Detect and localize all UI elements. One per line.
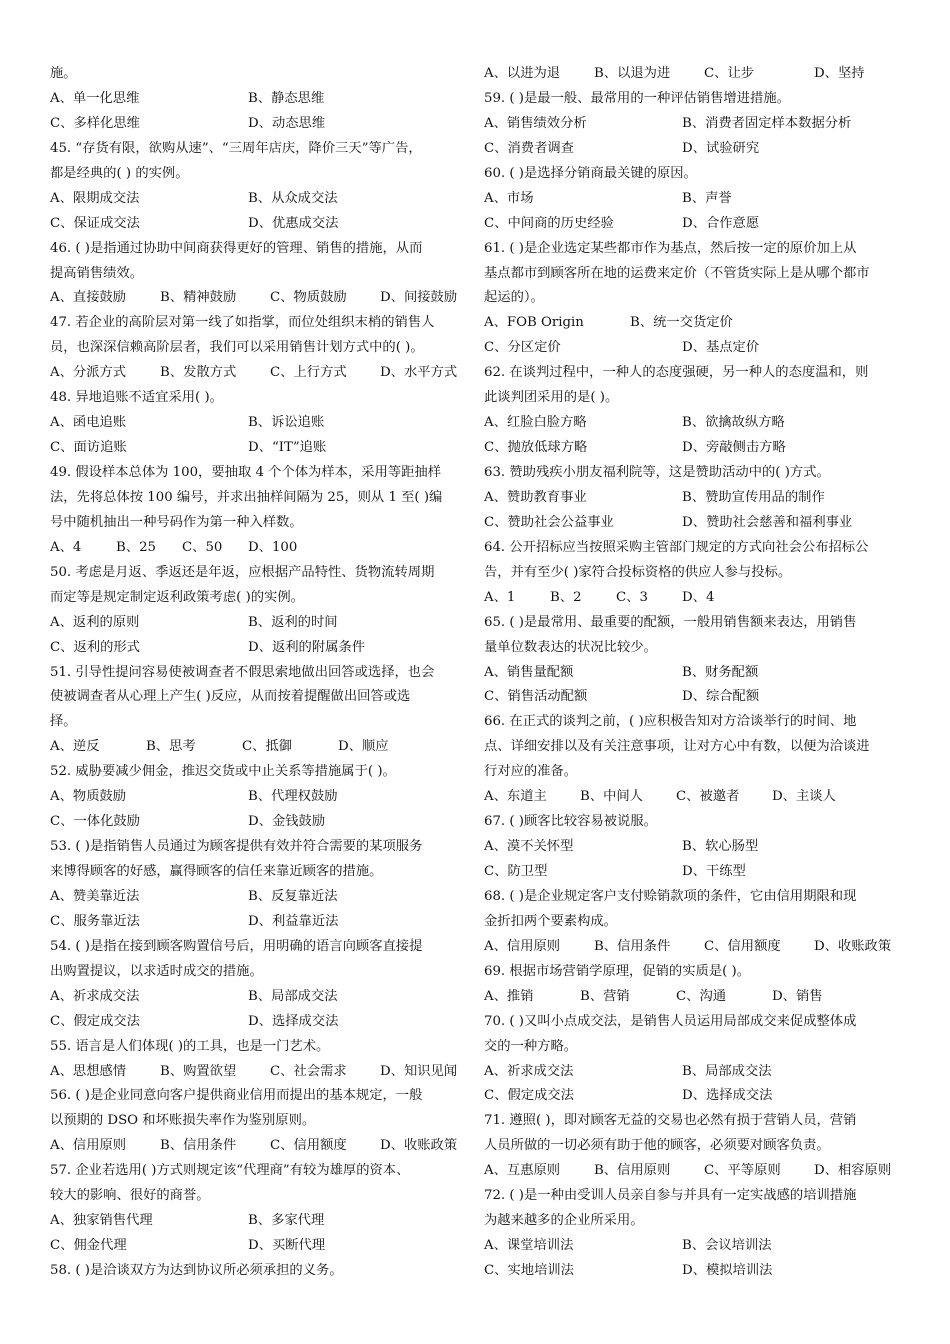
- answer-options-row: [50, 87, 468, 112]
- answer-option: B、思考: [146, 739, 196, 755]
- answer-option: C、社会需求: [270, 1063, 347, 1079]
- question-text-line: 为越来越多的企业所采用。: [484, 1213, 644, 1229]
- question-text-line: 较大的影响、很好的商誉。: [50, 1188, 210, 1204]
- answer-option: C、假定成交法: [484, 1088, 574, 1104]
- answer-option: B、发散方式: [160, 365, 237, 381]
- answer-option: D、收账政策: [814, 938, 892, 954]
- answer-option: D、100: [248, 539, 298, 555]
- question-text-line: 员，也深深信赖高阶层者，我们可以采用销售计划方式中的( )。: [50, 340, 424, 356]
- answer-options-row: [50, 785, 468, 810]
- question-text-line: 52. 威胁要减少佣金，推迟交货或中止关系等措施属于( )。: [50, 764, 396, 780]
- answer-options-row: [484, 985, 902, 1010]
- answer-option: B、局部成交法: [682, 1063, 772, 1079]
- answer-option: C、防卫型: [484, 864, 548, 879]
- answer-option: A、红脸白脸方略: [484, 415, 587, 431]
- answer-option: B、中间人: [580, 789, 643, 805]
- answer-option: D、收账政策: [380, 1138, 458, 1154]
- answer-option: C、佣金代理: [50, 1238, 127, 1254]
- answer-option: A、推销: [484, 988, 534, 1004]
- answer-options-row: [50, 436, 468, 461]
- answer-option: D、金钱鼓励: [248, 814, 326, 830]
- question-text-line: 交的一种方略。: [484, 1038, 578, 1054]
- answer-options-row: [50, 411, 468, 436]
- answer-option: D、顺应: [338, 739, 389, 755]
- answer-option: D、综合配额: [682, 689, 760, 705]
- answer-option: C、3: [616, 589, 648, 605]
- answer-option: D、间接鼓励: [380, 290, 458, 306]
- question-text-line: 法，先将总体按 100 编号，并求出抽样间隔为 25，则从 1 至( )编: [50, 489, 443, 505]
- question-text-line: 来博得顾客的好感，赢得顾客的信任来靠近顾客的措施。: [50, 864, 383, 879]
- answer-option: C、抛放低球方略: [484, 440, 588, 456]
- answer-option: B、精神鼓励: [160, 290, 237, 306]
- answer-options-row: [50, 1060, 468, 1085]
- answer-options-row: [484, 685, 902, 710]
- answer-option: C、被邀者: [676, 789, 740, 805]
- question-text-line: 此谈判团采用的是( )。: [484, 390, 619, 406]
- question-text-line: 69. 根据市场营销学原理，促销的实质是( )。: [484, 963, 751, 979]
- answer-option: A、市场: [484, 190, 534, 206]
- answer-options-row: [50, 636, 468, 661]
- answer-option: B、25: [116, 539, 156, 555]
- answer-option: D、选择成交法: [682, 1088, 773, 1104]
- answer-option: B、消费者固定样本数据分析: [682, 115, 852, 131]
- answer-option: D、返利的附属条件: [248, 639, 366, 655]
- answer-options-row: [484, 1159, 902, 1184]
- question-text-line: 64. 公开招标应当按照采购主管部门规定的方式向社会公布招标公: [484, 539, 869, 555]
- answer-option: D、4: [682, 589, 715, 605]
- answer-option: D、旁敲侧击方略: [682, 440, 786, 456]
- answer-option: A、直接鼓励: [50, 290, 127, 306]
- answer-option: C、50: [182, 539, 223, 555]
- question-text-line: 67. ( )顾客比较容易被说服。: [484, 814, 657, 830]
- answer-option: B、信用条件: [160, 1138, 237, 1154]
- question-text-line: 63. 赞助残疾小朋友福利院等，这是赞助活动中的( )方式。: [484, 465, 830, 480]
- answer-option: B、从众成交法: [248, 190, 338, 206]
- question-text-line: 66. 在正式的谈判之前，( )应积极告知对方洽谈举行的时间、地: [484, 714, 857, 730]
- answer-options-row: [50, 810, 468, 835]
- answer-options-row: [484, 436, 902, 461]
- answer-options-row: [484, 1259, 902, 1284]
- answer-option: C、抵御: [242, 739, 293, 755]
- answer-option: C、多样化思维: [50, 115, 140, 131]
- question-text-line: 49. 假设样本总体为 100，要抽取 4 个个体为样本，采用等距抽样: [50, 465, 442, 480]
- question-text-line: 金折扣两个要素构成。: [484, 913, 617, 929]
- answer-option: B、诉讼追账: [248, 415, 325, 431]
- answer-option: A、4: [50, 539, 82, 555]
- answer-option: D、坚持: [814, 66, 865, 81]
- question-text-line: 45. “存货有限，欲购从速”、“三周年店庆，降价三天”等广告，: [50, 140, 422, 156]
- answer-option: C、消费者调查: [484, 140, 574, 156]
- answer-option: C、服务靠近法: [50, 913, 140, 929]
- answer-option: A、限期成交法: [50, 190, 140, 206]
- answer-options-row: [484, 311, 902, 336]
- answer-options-row: [484, 486, 902, 511]
- answer-option: B、2: [550, 589, 582, 605]
- question-text-line: 48. 异地追账不适宜采用( )。: [50, 390, 223, 406]
- answer-option: C、销售活动配额: [484, 689, 588, 705]
- question-text-line: 都是经典的( ) 的实例。: [50, 165, 189, 181]
- right-column: [484, 62, 902, 1284]
- answer-option: A、逆反: [50, 739, 100, 755]
- answer-option: D、“IT”追账: [248, 440, 327, 456]
- answer-option: B、软心肠型: [682, 839, 759, 855]
- question-text-line: 施。: [50, 66, 77, 81]
- answer-options-row: [50, 112, 468, 137]
- answer-option: C、平等原则: [704, 1163, 781, 1179]
- answer-option: D、动态思维: [248, 115, 326, 131]
- answer-option: A、祈求成交法: [484, 1063, 574, 1079]
- answer-options-row: [50, 885, 468, 910]
- answer-options-row: [50, 536, 468, 561]
- answer-option: A、信用原则: [484, 938, 561, 954]
- question-text-line: 量单位数表达的状况比较少。: [484, 639, 657, 655]
- answer-options-row: [484, 137, 902, 162]
- answer-option: D、干练型: [682, 864, 746, 879]
- question-text-line: 53. ( )是指销售人员通过为顾客提供有效并符合需要的某项服务: [50, 839, 423, 855]
- answer-option: A、以进为退: [484, 66, 561, 81]
- answer-option: A、独家销售代理: [50, 1213, 153, 1229]
- answer-option: C、一体化鼓励: [50, 814, 140, 830]
- answer-option: A、赞美靠近法: [50, 888, 140, 904]
- answer-option: A、FOB Origin: [484, 315, 584, 331]
- question-text-line: 47. 若企业的高阶层对第一线了如指掌，而位处组织末梢的销售人: [50, 315, 435, 331]
- answer-options-row: [484, 336, 902, 361]
- answer-option: B、信用原则: [594, 1163, 671, 1179]
- answer-option: B、多家代理: [248, 1213, 325, 1229]
- answer-options-row: [484, 511, 902, 536]
- answer-option: D、模拟培训法: [682, 1263, 773, 1278]
- question-text-line: 以预期的 DSO 和坏账损失率作为鉴别原则。: [50, 1113, 316, 1129]
- answer-option: A、1: [484, 589, 516, 605]
- question-text-line: 70. ( )又叫小点成交法，是销售人员运用局部成交来促成整体成: [484, 1013, 857, 1029]
- answer-option: C、假定成交法: [50, 1013, 140, 1029]
- answer-option: A、返利的原则: [50, 614, 140, 630]
- answer-options-row: [50, 735, 468, 760]
- answer-option: A、赞助教育事业: [484, 489, 587, 505]
- answer-options-row: [50, 1234, 468, 1259]
- question-text-line: 51. 引导性提问容易使被调查者不假思索地做出回答或选择，也会: [50, 664, 435, 680]
- question-text-line: 提高销售绩效。: [50, 265, 144, 281]
- answer-options-row: [50, 212, 468, 237]
- answer-options-row: [484, 785, 902, 810]
- question-text-line: 人员所做的一切必须有助于他的顾客，必须要对顾客负责。: [484, 1138, 830, 1154]
- answer-option: A、物质鼓励: [50, 789, 127, 805]
- answer-option: C、沟通: [676, 988, 727, 1004]
- answer-options-row: [484, 835, 902, 860]
- answer-option: D、赞助社会慈善和福利事业: [682, 514, 853, 530]
- answer-option: A、漠不关怀型: [484, 839, 574, 855]
- answer-options-row: [484, 860, 902, 885]
- answer-option: B、欲擒故纵方略: [682, 415, 785, 431]
- answer-option: D、主谈人: [772, 789, 836, 805]
- answer-option: D、买断代理: [248, 1238, 326, 1254]
- answer-option: A、销售绩效分析: [484, 115, 587, 131]
- answer-option: A、单一化思维: [50, 90, 140, 106]
- answer-option: C、信用额度: [270, 1138, 347, 1154]
- answer-options-row: [484, 1060, 902, 1085]
- answer-options-row: [484, 661, 902, 686]
- answer-options-row: [484, 1084, 902, 1109]
- answer-option: D、基点定价: [682, 340, 760, 356]
- answer-option: D、选择成交法: [248, 1013, 339, 1029]
- answer-options-row: [484, 112, 902, 137]
- answer-option: D、利益靠近法: [248, 913, 339, 929]
- answer-option: C、物质鼓励: [270, 290, 347, 306]
- answer-option: C、返利的形式: [50, 639, 140, 655]
- answer-option: B、返利的时间: [248, 614, 338, 630]
- question-text-line: 使被调查者从心理上产生( )反应，从而按着提醒做出回答或选: [50, 689, 411, 705]
- answer-option: B、财务配额: [682, 664, 759, 680]
- question-text-line: 59. ( )是最一般、最常用的一种评估销售增进措施。: [484, 90, 790, 106]
- question-text-line: 68. ( )是企业规定客户支付赊销款项的条件，它由信用期限和现: [484, 888, 857, 904]
- question-text-line: 65. ( )是最常用、最重要的配额，一般用销售额来表达，用销售: [484, 614, 857, 630]
- question-text-line: 起运的）。: [484, 290, 544, 306]
- answer-option: A、互惠原则: [484, 1163, 561, 1179]
- answer-option: C、实地培训法: [484, 1263, 574, 1278]
- question-text-line: 54. ( )是指在接到顾客购置信号后，用明确的语言向顾客直接提: [50, 938, 423, 954]
- question-text-line: 72. ( )是一种由受训人员亲自参与并具有一定实战感的培训措施: [484, 1188, 857, 1204]
- answer-option: A、销售量配额: [484, 664, 574, 680]
- answer-options-row: [484, 411, 902, 436]
- question-text-line: 55. 语言是人们体现( )的工具，也是一门艺术。: [50, 1038, 330, 1054]
- question-text-line: 告，并有至少( )家符合投标资格的供应人参与投标。: [484, 564, 792, 580]
- answer-option: D、销售: [772, 988, 823, 1004]
- answer-option: A、课堂培训法: [484, 1238, 574, 1254]
- answer-option: B、购置欲望: [160, 1063, 237, 1079]
- answer-option: C、上行方式: [270, 365, 347, 381]
- answer-option: B、代理权鼓励: [248, 789, 338, 805]
- answer-options-row: [50, 1010, 468, 1035]
- answer-option: B、营销: [580, 988, 630, 1004]
- answer-options-row: [50, 187, 468, 212]
- answer-option: B、赞助宣传用品的制作: [682, 489, 825, 505]
- answer-option: D、试验研究: [682, 140, 760, 156]
- question-text-line: 57. 企业若选用( )方式则规定该“代理商”有较为雄厚的资本、: [50, 1163, 410, 1179]
- answer-option: C、分区定价: [484, 340, 561, 356]
- question-text-line: 行对应的准备。: [484, 764, 578, 780]
- answer-options-row: [484, 586, 902, 611]
- answer-options-row: [50, 611, 468, 636]
- question-text-line: 出购置提议，以求适时成交的措施。: [50, 963, 263, 979]
- answer-option: C、让步: [704, 66, 755, 81]
- answer-options-row: [484, 212, 902, 237]
- answer-options-row: [484, 187, 902, 212]
- answer-option: B、信用条件: [594, 938, 671, 954]
- answer-option: A、思想感情: [50, 1063, 127, 1079]
- left-column: [50, 62, 468, 1284]
- question-text-line: 择。: [50, 714, 77, 730]
- answer-options-row: [50, 910, 468, 935]
- answer-option: D、水平方式: [380, 365, 458, 381]
- answer-options-row: [484, 62, 902, 87]
- question-text-line: 62. 在谈判过程中，一种人的态度强硬，另一种人的态度温和，则: [484, 365, 869, 381]
- question-text-line: 号中随机抽出一种号码作为第一种入样数。: [50, 514, 303, 530]
- answer-option: B、以退为进: [594, 66, 671, 81]
- answer-option: B、会议培训法: [682, 1238, 772, 1254]
- answer-options-row: [50, 985, 468, 1010]
- answer-option: C、面访追账: [50, 440, 127, 456]
- question-text-line: 而定等是规定制定返利政策考虑( )的实例。: [50, 589, 304, 605]
- question-text-line: 46. ( )是指通过协助中间商获得更好的管理、销售的措施，从而: [50, 240, 423, 256]
- question-text-line: 56. ( )是企业同意向客户提供商业信用而提出的基本规定，一般: [50, 1088, 423, 1104]
- answer-option: A、分派方式: [50, 365, 127, 381]
- question-text-line: 58. ( )是洽谈双方为达到协议所必须承担的义务。: [50, 1263, 343, 1278]
- question-text-line: 基点都市到顾客所在地的运费来定价（不管货实际上是从哪个都市: [484, 265, 870, 281]
- question-text-line: 50. 考虑是月返、季返还是年返，应根据产品特性、货物流转周期: [50, 564, 435, 580]
- answer-option: A、信用原则: [50, 1138, 127, 1154]
- answer-option: D、优惠成交法: [248, 215, 339, 231]
- answer-option: B、局部成交法: [248, 988, 338, 1004]
- answer-option: B、静态思维: [248, 90, 325, 106]
- answer-option: C、保证成交法: [50, 215, 140, 231]
- answer-options-row: [50, 286, 468, 311]
- answer-options-row: [50, 361, 468, 386]
- answer-option: D、合作意愿: [682, 215, 760, 231]
- question-text-line: 点、详细安排以及有关注意事项，让对方心中有数，以便为洽谈进: [484, 739, 870, 755]
- answer-option: D、相容原则: [814, 1163, 892, 1179]
- answer-option: C、赞助社会公益事业: [484, 514, 614, 530]
- answer-option: D、知识见闻: [380, 1063, 458, 1079]
- question-text-line: 60. ( )是选择分销商最关键的原因。: [484, 165, 697, 181]
- question-text-line: 61. ( )是企业选定某些都市作为基点，然后按一定的原价加上从: [484, 240, 857, 256]
- answer-option: C、中间商的历史经验: [484, 215, 614, 231]
- answer-option: B、统一交货定价: [630, 315, 733, 331]
- answer-options-row: [484, 935, 902, 960]
- answer-option: B、反复靠近法: [248, 888, 338, 904]
- answer-option: C、信用额度: [704, 938, 781, 954]
- answer-options-row: [50, 1134, 468, 1159]
- answer-option: A、祈求成交法: [50, 988, 140, 1004]
- answer-options-row: [50, 1209, 468, 1234]
- question-text-line: 71. 遵照( )，即对顾客无益的交易也必然有损于营销人员，营销: [484, 1113, 857, 1129]
- answer-option: B、声誉: [682, 190, 732, 206]
- answer-option: A、函电追账: [50, 415, 127, 431]
- answer-options-row: [484, 1234, 902, 1259]
- answer-option: A、东道主: [484, 789, 547, 805]
